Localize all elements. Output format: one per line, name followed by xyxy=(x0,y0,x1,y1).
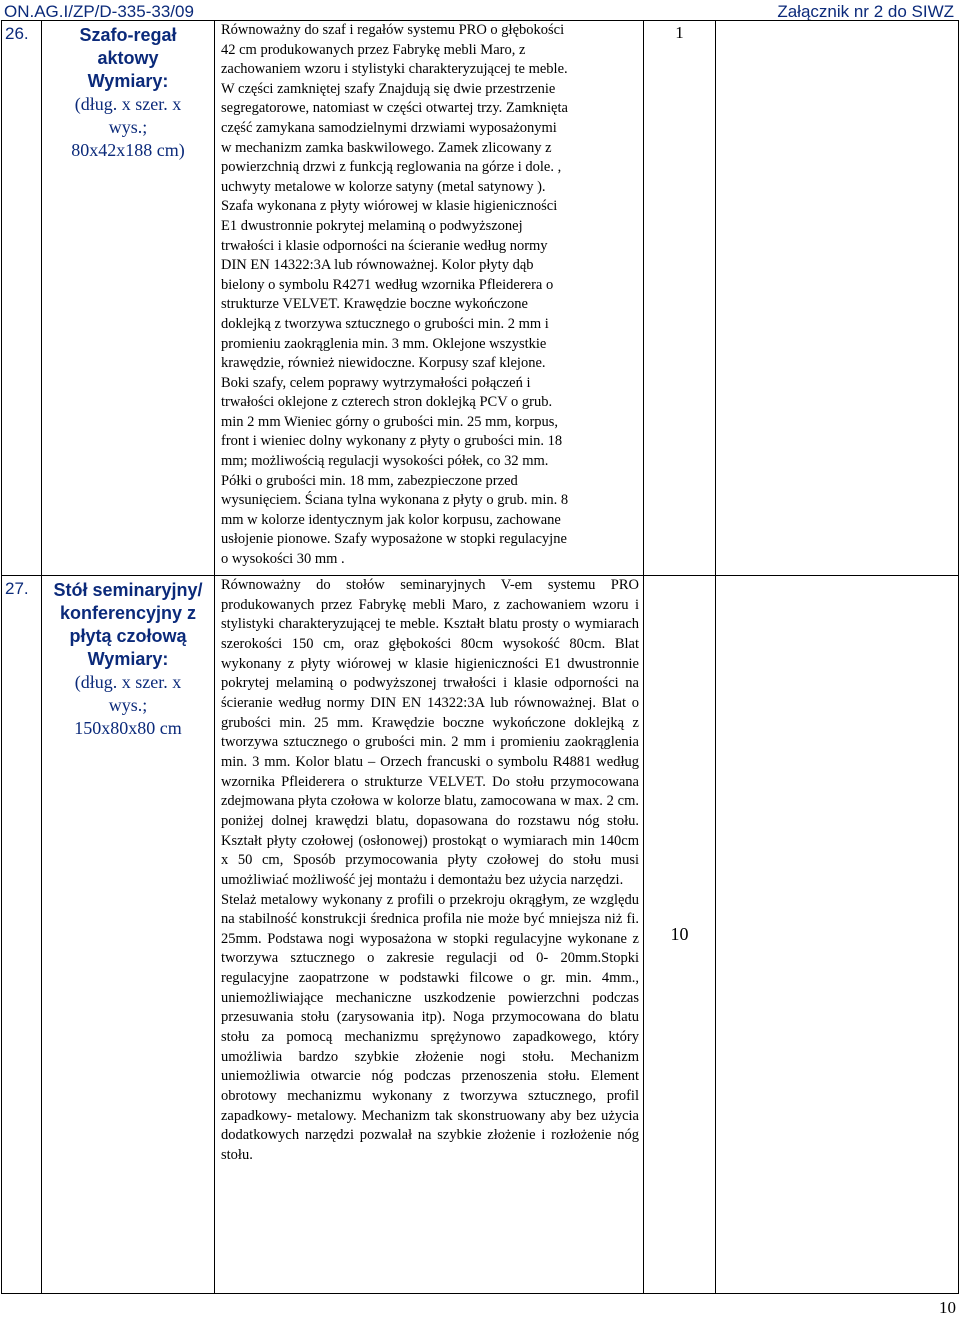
description-line: usłojenie pionowe. Szafy wyposażone w stopki regulacyjne xyxy=(221,531,567,548)
description-line: E1 dwustronnie pokrytej melaminą o podwyższonej xyxy=(221,217,523,234)
empty-cell xyxy=(716,21,959,576)
description-line: doklejką z tworzywa sztucznego o grubości min. 2 mm i xyxy=(221,315,549,332)
description-line: strukturze VELVET. Krawędzie boczne wykończone xyxy=(221,296,528,313)
description-line: Boki szafy, celem poprawy wytrzymałości połączeń i xyxy=(221,374,531,391)
description-line: krawędzie, również niewidoczne. Korpusy szaf klejone. xyxy=(221,355,546,372)
item-name-line: konferencyjny z xyxy=(59,603,197,623)
description-line: bielony o symbolu R4271 według wzornika Pfleiderera o xyxy=(221,276,554,293)
row-number: 27. xyxy=(5,579,29,598)
description-line: segregatorowe, natomiast w części otwartej trzy. Zamknięta xyxy=(221,100,568,117)
specification-table xyxy=(1,20,959,1294)
row-number: 26. xyxy=(5,24,29,43)
dimensions-label: Wymiary: xyxy=(87,649,169,669)
description-line: w mechanizm zamka baskwilowego. Zamek zlicowany z xyxy=(221,139,552,156)
item-description xyxy=(215,576,643,1166)
description-line: mm w kolorze identycznym jak kolor korpusu, zachowane xyxy=(221,511,561,528)
description-cell xyxy=(215,21,644,576)
table-row xyxy=(2,21,959,576)
quantity-value: 10 xyxy=(670,924,689,944)
document-reference: ON.AG.I/ZP/D-335-33/09 xyxy=(4,2,194,21)
quantity-value: 1 xyxy=(675,23,684,42)
description-line: 42 cm produkowanych przez Fabrykę mebli Maro, z xyxy=(221,41,526,58)
description-line: Półki o grubości min. 18 mm, zabezpieczone przed xyxy=(221,472,518,489)
dimensions-line: (dług. x szer. x xyxy=(74,94,182,114)
description-line: uchwyty metalowe w kolorze satyny (metal satynowy ). xyxy=(221,178,546,195)
table-row xyxy=(2,576,959,1294)
quantity-cell xyxy=(644,21,716,576)
item-name-line: Stół seminaryjny/ xyxy=(53,580,203,600)
dimensions-line: (dług. x szer. x xyxy=(74,672,182,692)
dimensions-label: Wymiary: xyxy=(87,71,169,91)
item-name-cell xyxy=(42,576,215,1294)
description-line: Równoważny do szaf i regałów systemu PRO o głębokości xyxy=(221,22,565,38)
description-cell xyxy=(215,576,644,1294)
dimensions-line: 80x42x188 cm) xyxy=(71,140,185,160)
description-line: promieniu zaokrąglenia min. 3 mm. Oklejone wszystkie xyxy=(221,335,547,352)
item-name-line: Szafo-regał xyxy=(79,25,177,45)
description-paragraph: Stelaż metalowy wykonany z profili o przekroju okrągłym, ze względu na stabilność konstrukcji średnica profila nie może być mniejsza niż fi. 25mm. Podstawa nogi wyposażona w stopki regulacyjne wykonane z tworzywa sztucznego o zakresie regulacji od 0- 20mm.Stopki regulacyjne zaopatrzone w podstawki filcowe o gr. min. 4mm., uniemożliwiające mechaniczne uszkodzenie powierzchni podczas przesuwania stołu (zarysowania itp). Noga przymocowana do blatu stołu za pomocą mechanizmu sprężynowo zapadkowego, który umożliwia bardzo szybkie złożenie nogi stołu. Mechanizm uniemożliwia otwarcie nóg podczas przenoszenia stołu. Element obrotowy mechanizmu wykonany z tworzywa sztucznego, profil zapadkowy- metalowy. Mechanizm tak skonstruowany aby bez użycia dodatkowych narzędzi pozwalał na szybkie złożenie i rozłożenie nóg stołu. xyxy=(221,891,639,1164)
description-line: o wysokości 30 mm . xyxy=(221,551,345,568)
description-line: trwałości i klasie odporności na ścieranie według normy xyxy=(221,237,548,254)
description-line: DIN EN 14322:3A lub równoważnej. Kolor płyty dąb xyxy=(221,257,534,274)
dimensions-line: 150x80x80 cm xyxy=(74,718,182,738)
item-name-line: płytą czołową xyxy=(69,626,187,646)
attachment-label: Załącznik nr 2 do SIWZ xyxy=(777,2,954,21)
row-number-cell xyxy=(2,21,42,576)
description-paragraph: Równoważny do stołów seminaryjnych V-em systemu PRO produkowanych przez Fabrykę mebli Maro, z zachowaniem wzoru i stylistyki charakteryzującej te meble. Kształt blatu prosty o wymiarach szerokości 150 cm, oraz głębokości 80cm wysokość 80cm. Blat wykonany z płyty wiórowej w klasie higieniczności E1 dwustronnie pokrytej melaminą o podwyższonej trwałości i klasie odporności na ścieranie według normy DIN EN 14322:3A lub równoważnej. Blat o grubości min. 25 mm. Krawędzie boczne wykończone doklejką z tworzywa sztucznego o grubości min. 2 mm i promieniu zaokrąglenia min. 3 mm. Kolor blatu – Orzech francuski o symbolu R4881 według wzornika Pfleiderera o strukturze VELVET. Do stołu przymocowana zdejmowana płyta czołowa w kolorze blatu, zamocowana w max. 2 cm. poniżej dolnej krawędzi blatu, dopasowana do rozstawu nóg stołu. Kształt płyty czołowej (osłonowej) prostokąt o wymiarach min 140cm x 50 cm, Sposób przymocowania płyty czołowej do stołu musi umożliwiać możliwość jej montażu i demontażu bez użycia narzędzi. xyxy=(221,577,639,888)
description-line: W części zamkniętej szafy Znajdują się dwie przestrzenie xyxy=(221,80,556,97)
description-line: front i wieniec dolny wykonany z płyty o grubości min. 18 xyxy=(221,433,563,450)
item-name-line: aktowy xyxy=(97,48,159,68)
row-number-cell xyxy=(2,576,42,1294)
description-line: zachowaniem wzoru i stylistyki charakteryzującej te meble. xyxy=(221,61,568,78)
dimensions-line: wys.; xyxy=(108,695,148,715)
dimensions-line: wys.; xyxy=(108,117,148,137)
quantity-cell xyxy=(644,576,716,1294)
description-line: mm; możliwością regulacji wysokości półek, co 32 mm. xyxy=(221,453,549,470)
description-line: trwałości oklejone z czterech stron doklejką PCV o grub. xyxy=(221,394,553,411)
page-number: 10 xyxy=(939,1298,956,1317)
description-line: min 2 mm Wieniec górny o grubości min. 25 mm, korpus, xyxy=(221,413,559,430)
description-line: powierzchnią drzwi z funkcją reglowania na górze i dole. , xyxy=(221,159,562,176)
empty-cell xyxy=(716,576,959,1294)
description-line: Szafa wykonana z płyty wiórowej w klasie higieniczności xyxy=(221,198,558,215)
description-line: wysunięciem. Ściana tylna wykonana z płyty o grub. min. 8 xyxy=(221,492,569,509)
item-name-cell xyxy=(42,21,215,576)
item-description xyxy=(215,21,643,570)
description-line: część zamykana samodzielnymi drzwiami wyposażonymi xyxy=(221,119,557,136)
